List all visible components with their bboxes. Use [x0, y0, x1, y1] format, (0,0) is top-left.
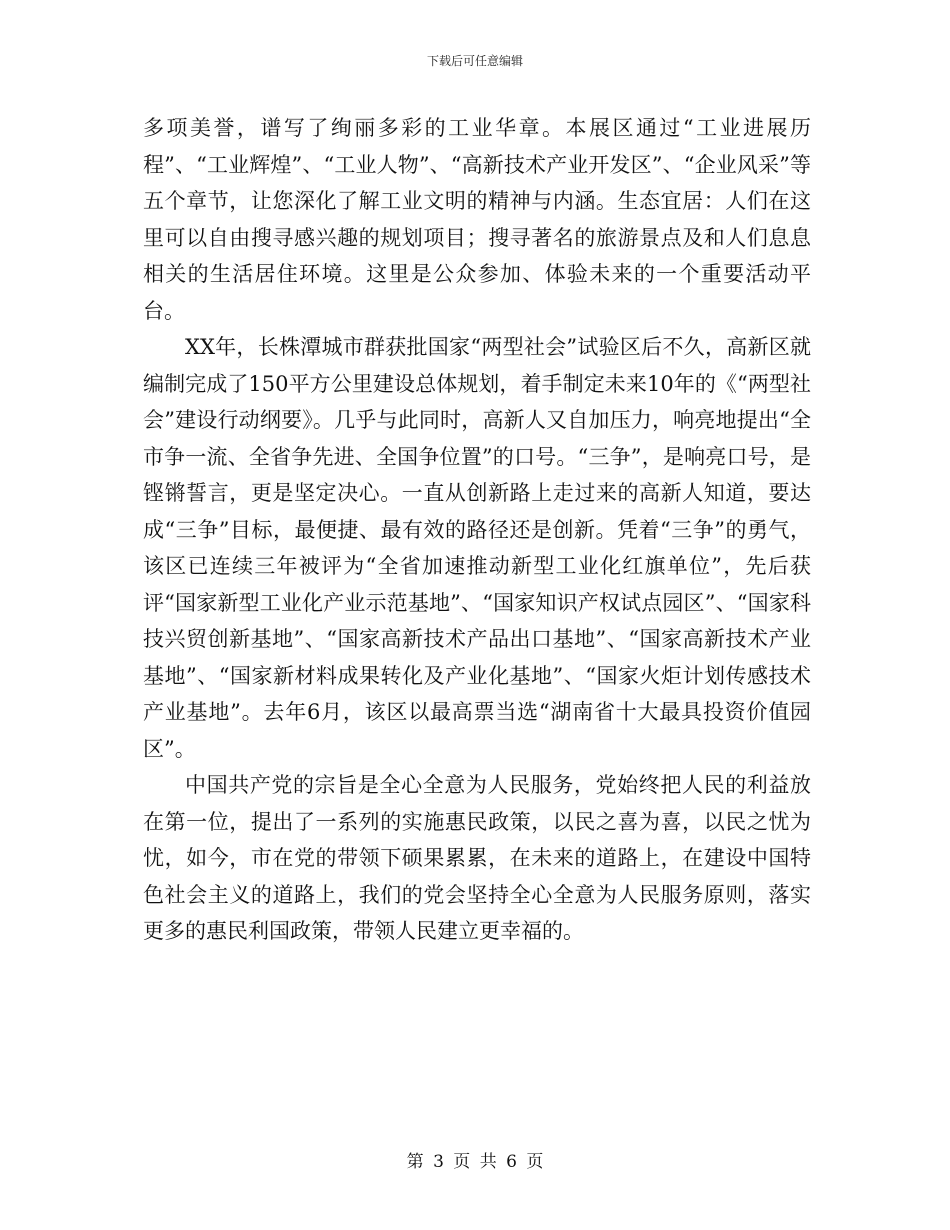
paragraph-1: 多项美誉，谱写了绚丽多彩的工业华章。本展区通过“工业进展历程”、“工业辉煌”、“工业人物”、“高新技术产业开发区”、“企业风采”等五个章节，让您深化了解工业文明的精神与内涵。生态宜居：人们在这里可以自由搜寻感兴趣的规划项目；搜寻著名的旅游景点及和人们息息相关的生活居住环境。这里是公众参加、体验未来的一个重要活动平台。: [143, 116, 811, 323]
paragraph-3: 中国共产党的宗旨是全心全意为人民服务，党始终把人民的利益放在第一位，提出了一系列的实施惠民政策，以民之喜为喜，以民之忧为忧，如今，市在党的带领下硕果累累，在未来的道路上，在建设中国特色社会主义的道路上，我们的党会坚持全心全意为人民服务原则，落实更多的惠民利国政策，带领人民建立更幸福的。: [143, 773, 811, 943]
paragraph-2: XX年，长株潭城市群获批国家“两型社会”试验区后不久，高新区就编制完成了150平方公里建设总体规划，着手制定未来10年的《“两型社会”建设行动纲要》。几乎与此同时，高新人又自加压力，响亮地提出“全市争一流、全省争先进、全国争位置”的口号。“三争”，是响亮口号，是铿锵誓言，更是坚定决心。一直从创新路上走过来的高新人知道，要达成“三争”目标，最便捷、最有效的路径还是创新。凭着“三争”的勇气，该区已连续三年被评为“全省加速推动新型工业化红旗单位”，先后获评“国家新型工业化产业示范基地”、“国家知识产权试点园区”、“国家科技兴贸创新基地”、“国家高新技术产品出口基地”、“国家高新技术产业基地”、“国家新材料成果转化及产业化基地”、“国家火炬计划传感技术产业基地”。去年6月，该区以最高票当选“湖南省十大最具投资价值园区”。: [143, 335, 811, 761]
page-number-footer: 第 3 页 共 6 页: [406, 1152, 544, 1172]
document-body: [143, 110, 811, 950]
page-header: 下载后可任意编辑: [426, 54, 523, 68]
